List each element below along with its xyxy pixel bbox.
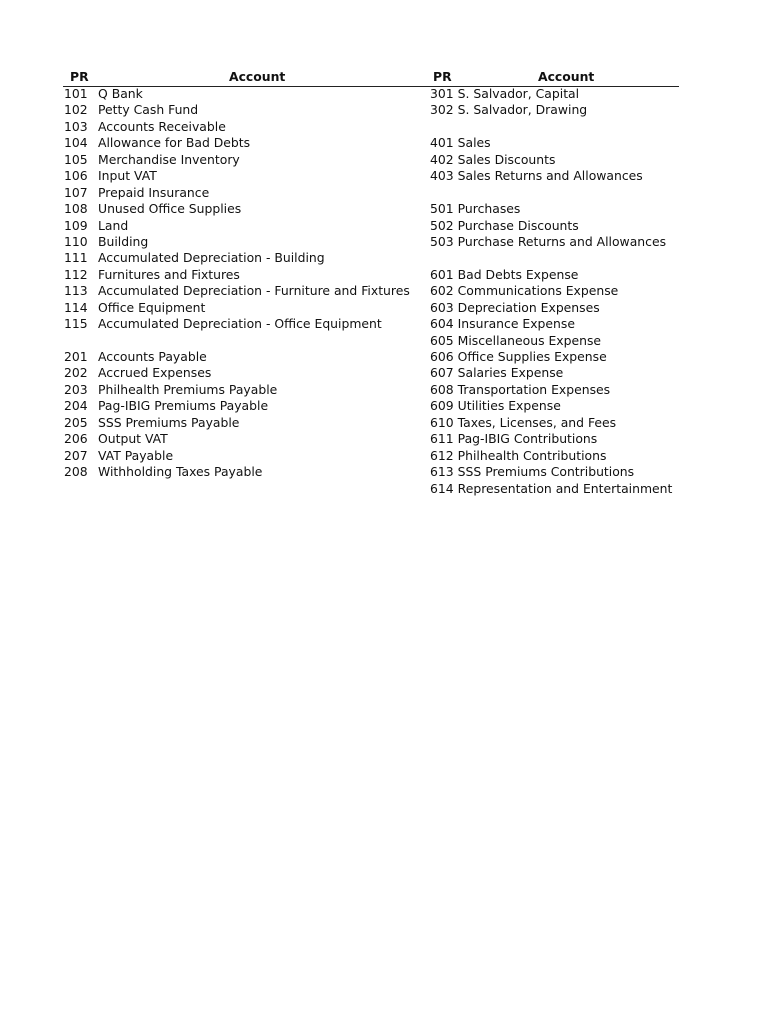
account-row: [64, 102, 410, 118]
account-row: [64, 365, 410, 381]
account-name: VAT Payable: [98, 447, 174, 463]
account-code: 101: [64, 86, 88, 101]
account-name: Office Equipment: [98, 299, 206, 315]
account-name: Pag-IBIG Contributions: [457, 431, 598, 447]
account-row: [64, 464, 410, 480]
account-row: [430, 135, 672, 151]
account-code: 109: [64, 217, 88, 233]
right-account-header: Account: [538, 69, 595, 84]
account-name: Allowance for Bad Debts: [98, 135, 251, 151]
account-row: [430, 448, 672, 464]
account-code: 103: [64, 118, 88, 134]
account-row: [430, 119, 672, 135]
account-row: [430, 152, 672, 168]
account-name: Building: [98, 233, 149, 249]
account-code: 203: [64, 381, 88, 397]
account-code: 501: [430, 201, 454, 217]
account-row: [430, 316, 672, 332]
account-row: [430, 431, 672, 447]
account-name: Pag-IBIG Premiums Payable: [98, 398, 269, 414]
account-name: Office Supplies Expense: [457, 349, 607, 364]
account-name: SSS Premiums Contributions: [457, 464, 635, 480]
account-name: Sales Discounts: [457, 151, 556, 167]
account-name: Accrued Expenses: [98, 365, 212, 381]
account-name: Purchases: [457, 201, 521, 217]
account-row: [430, 234, 672, 250]
account-row: [64, 185, 410, 201]
account-code: 114: [64, 299, 88, 315]
account-code: 602: [430, 283, 454, 299]
account-code: 401: [430, 135, 454, 151]
account-name: Purchase Discounts: [457, 217, 579, 233]
account-row: [64, 316, 410, 332]
account-code: 610: [430, 414, 454, 430]
account-code: 302: [430, 102, 454, 118]
account-name: Representation and Entertainment: [457, 480, 673, 496]
account-row: [430, 86, 672, 102]
account-row: [64, 250, 410, 266]
account-name: Miscellaneous Expense: [457, 332, 602, 348]
account-code: 207: [64, 447, 88, 463]
account-code: 112: [64, 266, 88, 282]
account-row: [64, 398, 410, 414]
account-code: 403: [430, 168, 454, 184]
account-row: [64, 234, 410, 250]
account-row: [430, 300, 672, 316]
account-code: 104: [64, 135, 88, 151]
left-pr-header: PR: [70, 69, 89, 84]
account-name: Transportation Expenses: [457, 381, 611, 397]
account-name: Input VAT: [98, 168, 157, 184]
account-row: [430, 185, 672, 201]
account-name: Merchandise Inventory: [98, 151, 240, 167]
account-name: Accounts Payable: [98, 349, 207, 364]
account-code: 113: [64, 283, 88, 299]
account-name: Sales: [457, 135, 491, 151]
account-name: Prepaid Insurance: [98, 184, 210, 200]
left-account-list: [64, 86, 410, 481]
account-name: Q Bank: [98, 86, 143, 101]
account-row: [64, 168, 410, 184]
account-code: 605: [430, 332, 454, 348]
right-pr-header: PR: [433, 69, 452, 84]
account-code: 110: [64, 233, 88, 249]
account-row: [64, 283, 410, 299]
account-row: [430, 250, 672, 266]
account-code: 604: [430, 316, 454, 332]
account-name: Bad Debts Expense: [457, 266, 579, 282]
account-row: [64, 333, 410, 349]
account-row: [64, 300, 410, 316]
account-code: 204: [64, 398, 88, 414]
account-name: SSS Premiums Payable: [98, 414, 240, 430]
account-code: 111: [64, 250, 88, 266]
account-code: 106: [64, 168, 88, 184]
account-name: Accounts Receivable: [98, 118, 226, 134]
account-name: Depreciation Expenses: [457, 299, 600, 315]
account-row: [430, 102, 672, 118]
account-code: 609: [430, 398, 454, 414]
account-name: Unused Office Supplies: [98, 201, 242, 217]
account-code: 608: [430, 381, 454, 397]
account-row: [430, 365, 672, 381]
account-name: Output VAT: [98, 431, 168, 447]
account-name: Land: [98, 217, 129, 233]
account-code: 606: [430, 349, 454, 364]
account-code: 201: [64, 349, 88, 364]
account-code: 612: [430, 447, 454, 463]
account-code: 301: [430, 86, 454, 101]
account-code: 614: [430, 480, 454, 496]
account-row: [430, 283, 672, 299]
account-name: Petty Cash Fund: [98, 102, 199, 118]
account-row: [64, 415, 410, 431]
account-code: 205: [64, 414, 88, 430]
account-code: 108: [64, 201, 88, 217]
account-name: Sales Returns and Allowances: [457, 168, 643, 184]
account-name: Accumulated Depreciation - Office Equipment: [98, 316, 382, 332]
account-row: [64, 86, 410, 102]
account-code: 611: [430, 431, 454, 447]
account-row: [64, 119, 410, 135]
account-row: [430, 481, 672, 497]
account-row: [430, 349, 672, 365]
account-code: 208: [64, 464, 88, 480]
account-code: 603: [430, 299, 454, 315]
right-account-list: [430, 86, 672, 497]
account-code: 102: [64, 102, 88, 118]
account-name: Accumulated Depreciation - Building: [98, 250, 325, 266]
account-code: 206: [64, 431, 88, 447]
account-row: [64, 431, 410, 447]
account-code: 601: [430, 266, 454, 282]
account-row: [64, 448, 410, 464]
account-row: [430, 398, 672, 414]
account-row: [64, 135, 410, 151]
account-name: Accumulated Depreciation - Furniture and Fixtures: [98, 283, 410, 299]
account-code: 502: [430, 217, 454, 233]
account-code: 613: [430, 464, 454, 480]
account-code: 402: [430, 151, 454, 167]
account-row: [430, 382, 672, 398]
account-name: Taxes, Licenses, and Fees: [457, 414, 617, 430]
account-row: [430, 201, 672, 217]
account-row: [430, 333, 672, 349]
account-row: [64, 267, 410, 283]
account-name: S. Salvador, Drawing: [457, 102, 588, 118]
account-name: S. Salvador, Capital: [457, 86, 580, 101]
account-row: [430, 267, 672, 283]
account-row: [430, 415, 672, 431]
account-name: Philhealth Premiums Payable: [98, 381, 278, 397]
account-code: 107: [64, 184, 88, 200]
left-account-header: Account: [229, 69, 286, 84]
account-code: 202: [64, 365, 88, 381]
account-row: [430, 218, 672, 234]
account-name: Furnitures and Fixtures: [98, 266, 240, 282]
account-name: Insurance Expense: [457, 316, 575, 332]
account-code: 105: [64, 151, 88, 167]
account-name: Philhealth Contributions: [457, 447, 607, 463]
account-name: Utilities Expense: [457, 398, 561, 414]
account-row: [430, 168, 672, 184]
account-row: [64, 349, 410, 365]
account-code: 607: [430, 365, 454, 381]
account-row: [64, 382, 410, 398]
account-name: Withholding Taxes Payable: [98, 464, 263, 480]
account-name: Communications Expense: [457, 283, 619, 299]
account-code: 503: [430, 233, 454, 249]
account-name: Purchase Returns and Allowances: [457, 233, 667, 249]
account-row: [430, 464, 672, 480]
account-row: [64, 152, 410, 168]
account-code: 115: [64, 316, 88, 332]
account-row: [64, 201, 410, 217]
account-row: [64, 218, 410, 234]
account-name: Salaries Expense: [457, 365, 564, 381]
